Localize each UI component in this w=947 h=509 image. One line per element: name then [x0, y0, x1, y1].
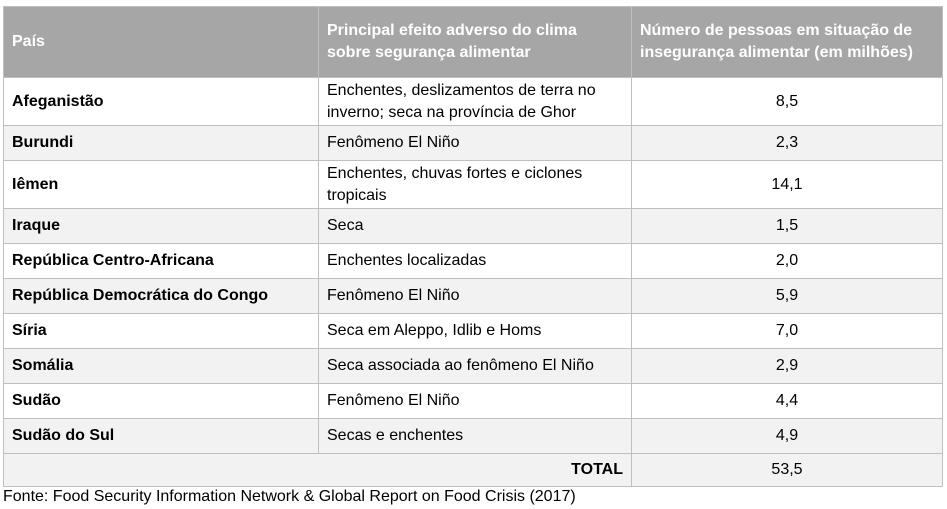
- effect-cell: Seca em Aleppo, Idlib e Homs: [319, 314, 632, 349]
- country-cell: Iêmen: [4, 161, 319, 209]
- country-cell: Iraque: [4, 209, 319, 244]
- total-label: TOTAL: [4, 454, 632, 487]
- people-cell: 8,5: [632, 78, 943, 126]
- effect-cell: Seca: [319, 209, 632, 244]
- source-caption: Fonte: Food Security Information Network & Global Report on Food Crisis (2017): [3, 488, 576, 505]
- country-cell: Afeganistão: [4, 78, 319, 126]
- table-row: [4, 419, 943, 454]
- people-cell: 4,4: [632, 384, 943, 419]
- people-cell: 4,9: [632, 419, 943, 454]
- table-row: [4, 314, 943, 349]
- effect-cell: Fenômeno El Niño: [319, 279, 632, 314]
- table-row: [4, 126, 943, 161]
- header-people-count: Número de pessoas em situação de insegurança alimentar (em milhões): [632, 7, 943, 78]
- table-body: [4, 78, 943, 487]
- people-cell: 14,1: [632, 161, 943, 209]
- people-cell: 7,0: [632, 314, 943, 349]
- country-cell: Somália: [4, 349, 319, 384]
- header-climate-effect: Principal efeito adverso do clima sobre segurança alimentar: [319, 7, 632, 78]
- people-cell: 1,5: [632, 209, 943, 244]
- header-row: [4, 7, 943, 78]
- country-cell: Síria: [4, 314, 319, 349]
- people-cell: 5,9: [632, 279, 943, 314]
- country-cell: Sudão do Sul: [4, 419, 319, 454]
- effect-cell: Enchentes localizadas: [319, 244, 632, 279]
- table-row: [4, 244, 943, 279]
- country-cell: Sudão: [4, 384, 319, 419]
- people-cell: 2,9: [632, 349, 943, 384]
- table-row: [4, 209, 943, 244]
- table-header: [4, 7, 943, 78]
- country-cell: República Centro-Africana: [4, 244, 319, 279]
- table-row: [4, 349, 943, 384]
- total-value: 53,5: [632, 454, 943, 487]
- effect-cell: Fenômeno El Niño: [319, 384, 632, 419]
- country-cell: República Democrática do Congo: [4, 279, 319, 314]
- food-insecurity-table: [3, 6, 943, 487]
- header-country: País: [4, 7, 319, 78]
- people-cell: 2,3: [632, 126, 943, 161]
- table-row: [4, 78, 943, 126]
- effect-cell: Secas e enchentes: [319, 419, 632, 454]
- table-row: [4, 279, 943, 314]
- effect-cell: Seca associada ao fenômeno El Niño: [319, 349, 632, 384]
- effect-cell: Enchentes, chuvas fortes e ciclones tropicais: [319, 161, 632, 209]
- effect-cell: Enchentes, deslizamentos de terra no inverno; seca na província de Ghor: [319, 78, 632, 126]
- people-cell: 2,0: [632, 244, 943, 279]
- table-row: [4, 384, 943, 419]
- country-cell: Burundi: [4, 126, 319, 161]
- effect-cell: Fenômeno El Niño: [319, 126, 632, 161]
- total-row: [4, 454, 943, 487]
- table-row: [4, 161, 943, 209]
